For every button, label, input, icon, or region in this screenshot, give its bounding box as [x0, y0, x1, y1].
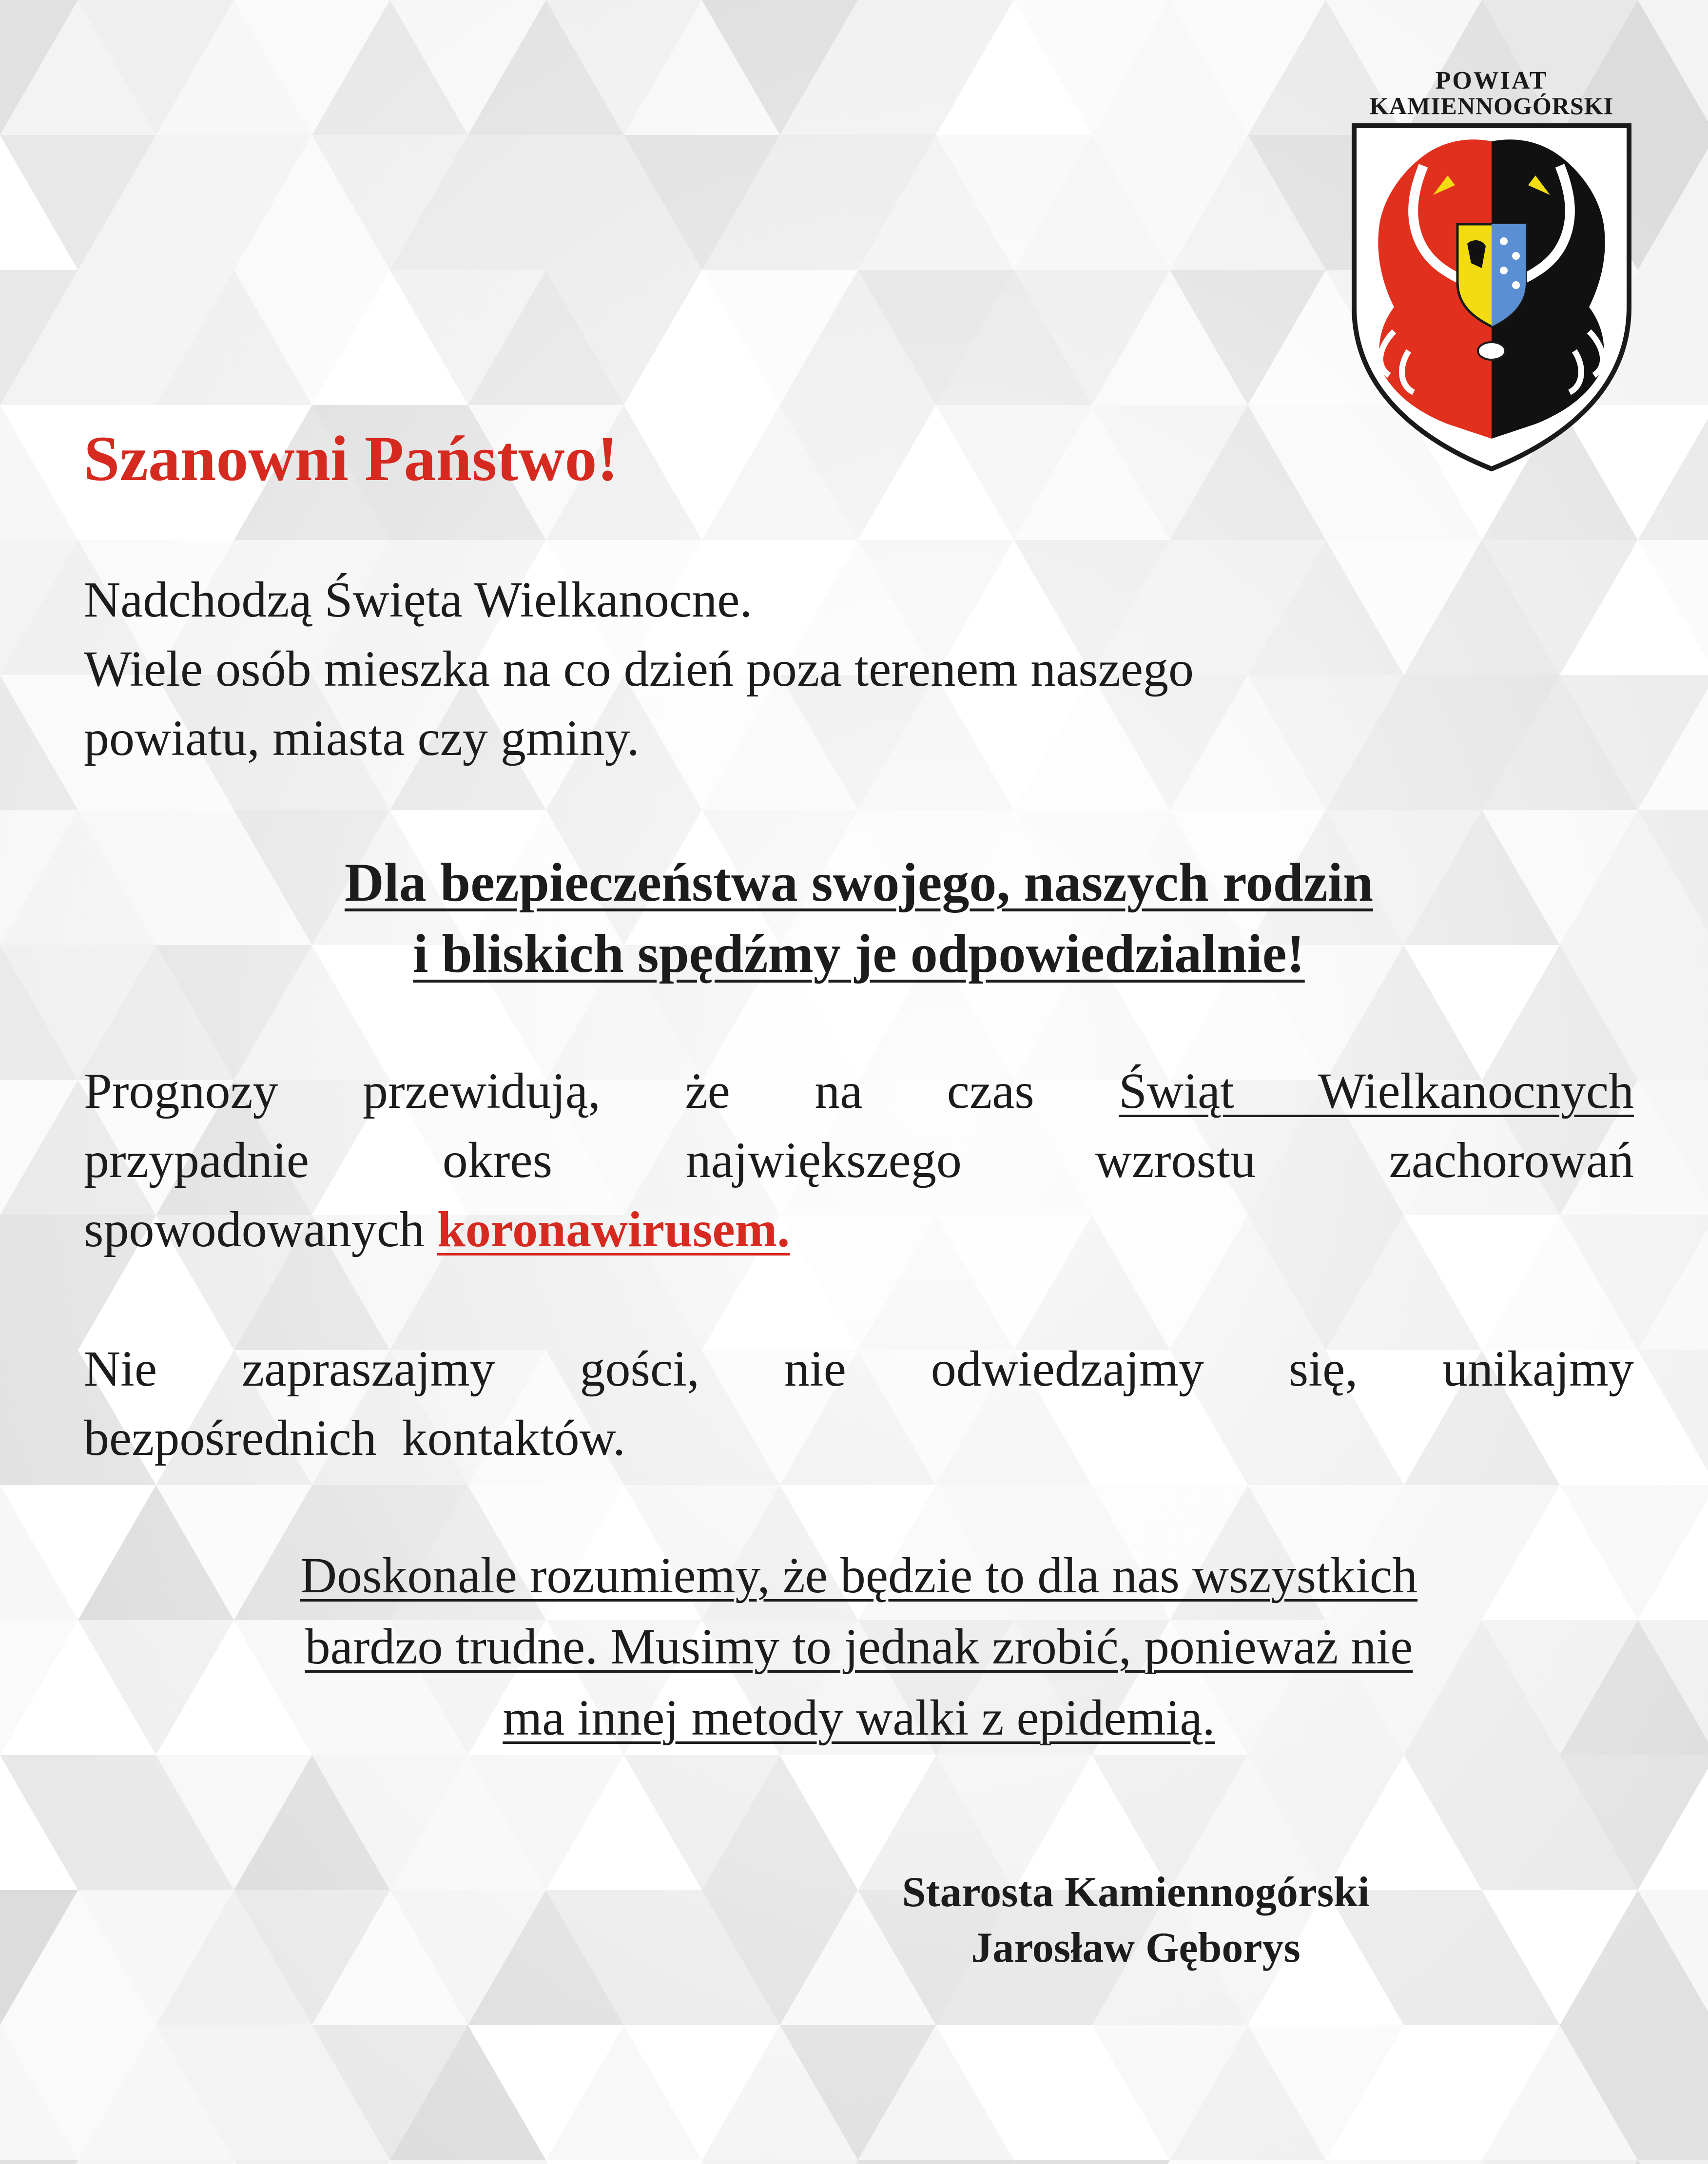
closing-line: bardzo trudne. Musimy to jednak zrobić, ponieważ nie — [305, 1619, 1413, 1675]
forecast-line-1 — [84, 1057, 1634, 1126]
closing-line: ma innej metody walki z epidemią. — [503, 1690, 1215, 1746]
coat-of-arms-icon — [1350, 122, 1633, 473]
forecast-line-2: przypadnie okres największego wzrostu zachorowań — [84, 1132, 1634, 1188]
county-name-line2: KAMIENNOGÓRSKI — [1369, 92, 1614, 119]
advice-paragraph — [84, 1334, 1634, 1473]
forecast-line-3 — [84, 1195, 1634, 1264]
greeting-heading: Szanowni Państwo! — [84, 423, 619, 494]
forecast-suffix: spowodowanych — [84, 1201, 425, 1257]
forecast-paragraph — [84, 1057, 1634, 1264]
advice-line: Nie zapraszajmy gości, nie odwiedzajmy się, unikajmy — [84, 1341, 1634, 1397]
easter-holidays-underlined: Świąt Wielkanocnych — [1119, 1063, 1634, 1119]
intro-line: Nadchodzą Święta Wielkanocne. — [84, 572, 753, 628]
intro-paragraph — [84, 565, 1634, 773]
headline-line: i bliskich spędźmy je odpowiedzialnie! — [413, 924, 1305, 984]
closing-line: Doskonale rozumiemy, że będzie to dla nas wszystkich — [300, 1547, 1418, 1604]
advice-line: bezpośrednich kontaktów. — [84, 1410, 625, 1466]
coronavirus-highlight: koronawirusem. — [437, 1201, 790, 1257]
intro-line: powiatu, miasta czy gminy. — [84, 710, 640, 766]
signature-name: Jarosław Gęborys — [971, 1924, 1300, 1971]
county-name-line1: POWIAT — [1435, 67, 1548, 95]
forecast-prefix: Prognozy przewidują, że na czas — [84, 1063, 1034, 1119]
signature-title: Starosta Kamiennogórski — [902, 1869, 1370, 1916]
safety-headline — [84, 847, 1634, 989]
signature-block — [775, 1865, 1496, 1976]
intro-line: Wiele osób mieszka na co dzień poza terenem naszego — [84, 641, 1194, 697]
headline-line: Dla bezpieczeństwa swojego, naszych rodzin — [344, 852, 1374, 913]
closing-paragraph — [84, 1540, 1634, 1754]
